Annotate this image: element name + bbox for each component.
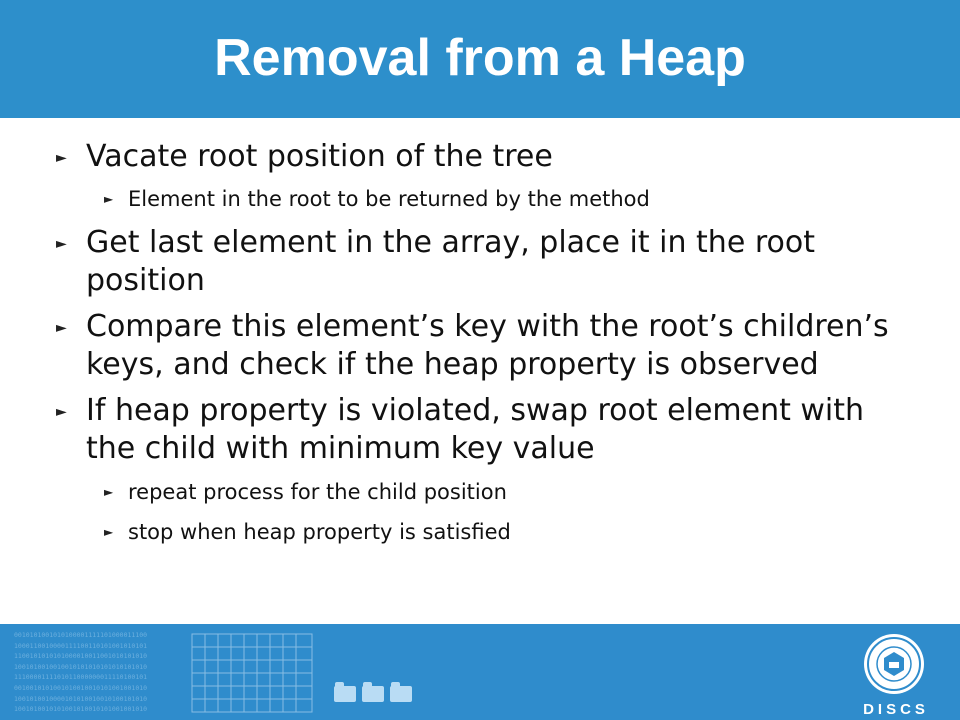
bullet-text: Compare this element’s key with the root’s children’s keys, and check if the heap property is observed: [86, 309, 889, 382]
triangle-bullet-icon: ►: [104, 525, 114, 539]
bullet-text: Element in the root to be returned by the method: [128, 187, 650, 211]
triangle-bullet-icon: ►: [104, 192, 114, 206]
bullet-item: [56, 392, 906, 468]
bullet-item: [56, 308, 906, 384]
folder-icon: [362, 686, 384, 702]
title-bar: [0, 0, 960, 118]
folder-icon: [390, 686, 412, 702]
triangle-bullet-icon: ►: [104, 485, 114, 499]
triangle-bullet-icon: ►: [56, 150, 67, 166]
bullet-item: [56, 224, 906, 300]
sub-bullet-item: [104, 185, 908, 213]
triangle-bullet-icon: ►: [56, 404, 67, 420]
discs-logo-text: DISCS: [863, 701, 929, 718]
bullet-text: If heap property is violated, swap root element with the child with minimum key value: [86, 393, 865, 466]
bullet-text: repeat process for the child position: [128, 480, 507, 504]
bullet-text: stop when heap property is satisfied: [128, 520, 511, 544]
footer-banner: [0, 624, 960, 720]
bullet-text: Get last element in the array, place it in the root position: [86, 225, 815, 298]
bullet-item: [56, 138, 906, 176]
slide-title: Removal from a Heap: [214, 29, 746, 87]
folder-icon: [334, 686, 356, 702]
grid-graphic: [190, 632, 316, 716]
sub-bullet-item: [104, 478, 908, 506]
triangle-bullet-icon: ►: [56, 320, 67, 336]
triangle-bullet-icon: ►: [56, 236, 67, 252]
bullet-text: Vacate root position of the tree: [86, 139, 553, 174]
sub-bullet-item: [104, 518, 908, 546]
binary-pattern: 0010101001010100001111101000011100 1000110010000111100110101001010101 1100101010101000010011001010101010 1001010010010010101010101010101010 1110000111101011000000011110100101 0010010101001010010010101001001010 1001010010000101010010010100101010 1001010010101001010010101001001010: [14, 631, 148, 714]
university-seal-icon: [862, 632, 926, 696]
